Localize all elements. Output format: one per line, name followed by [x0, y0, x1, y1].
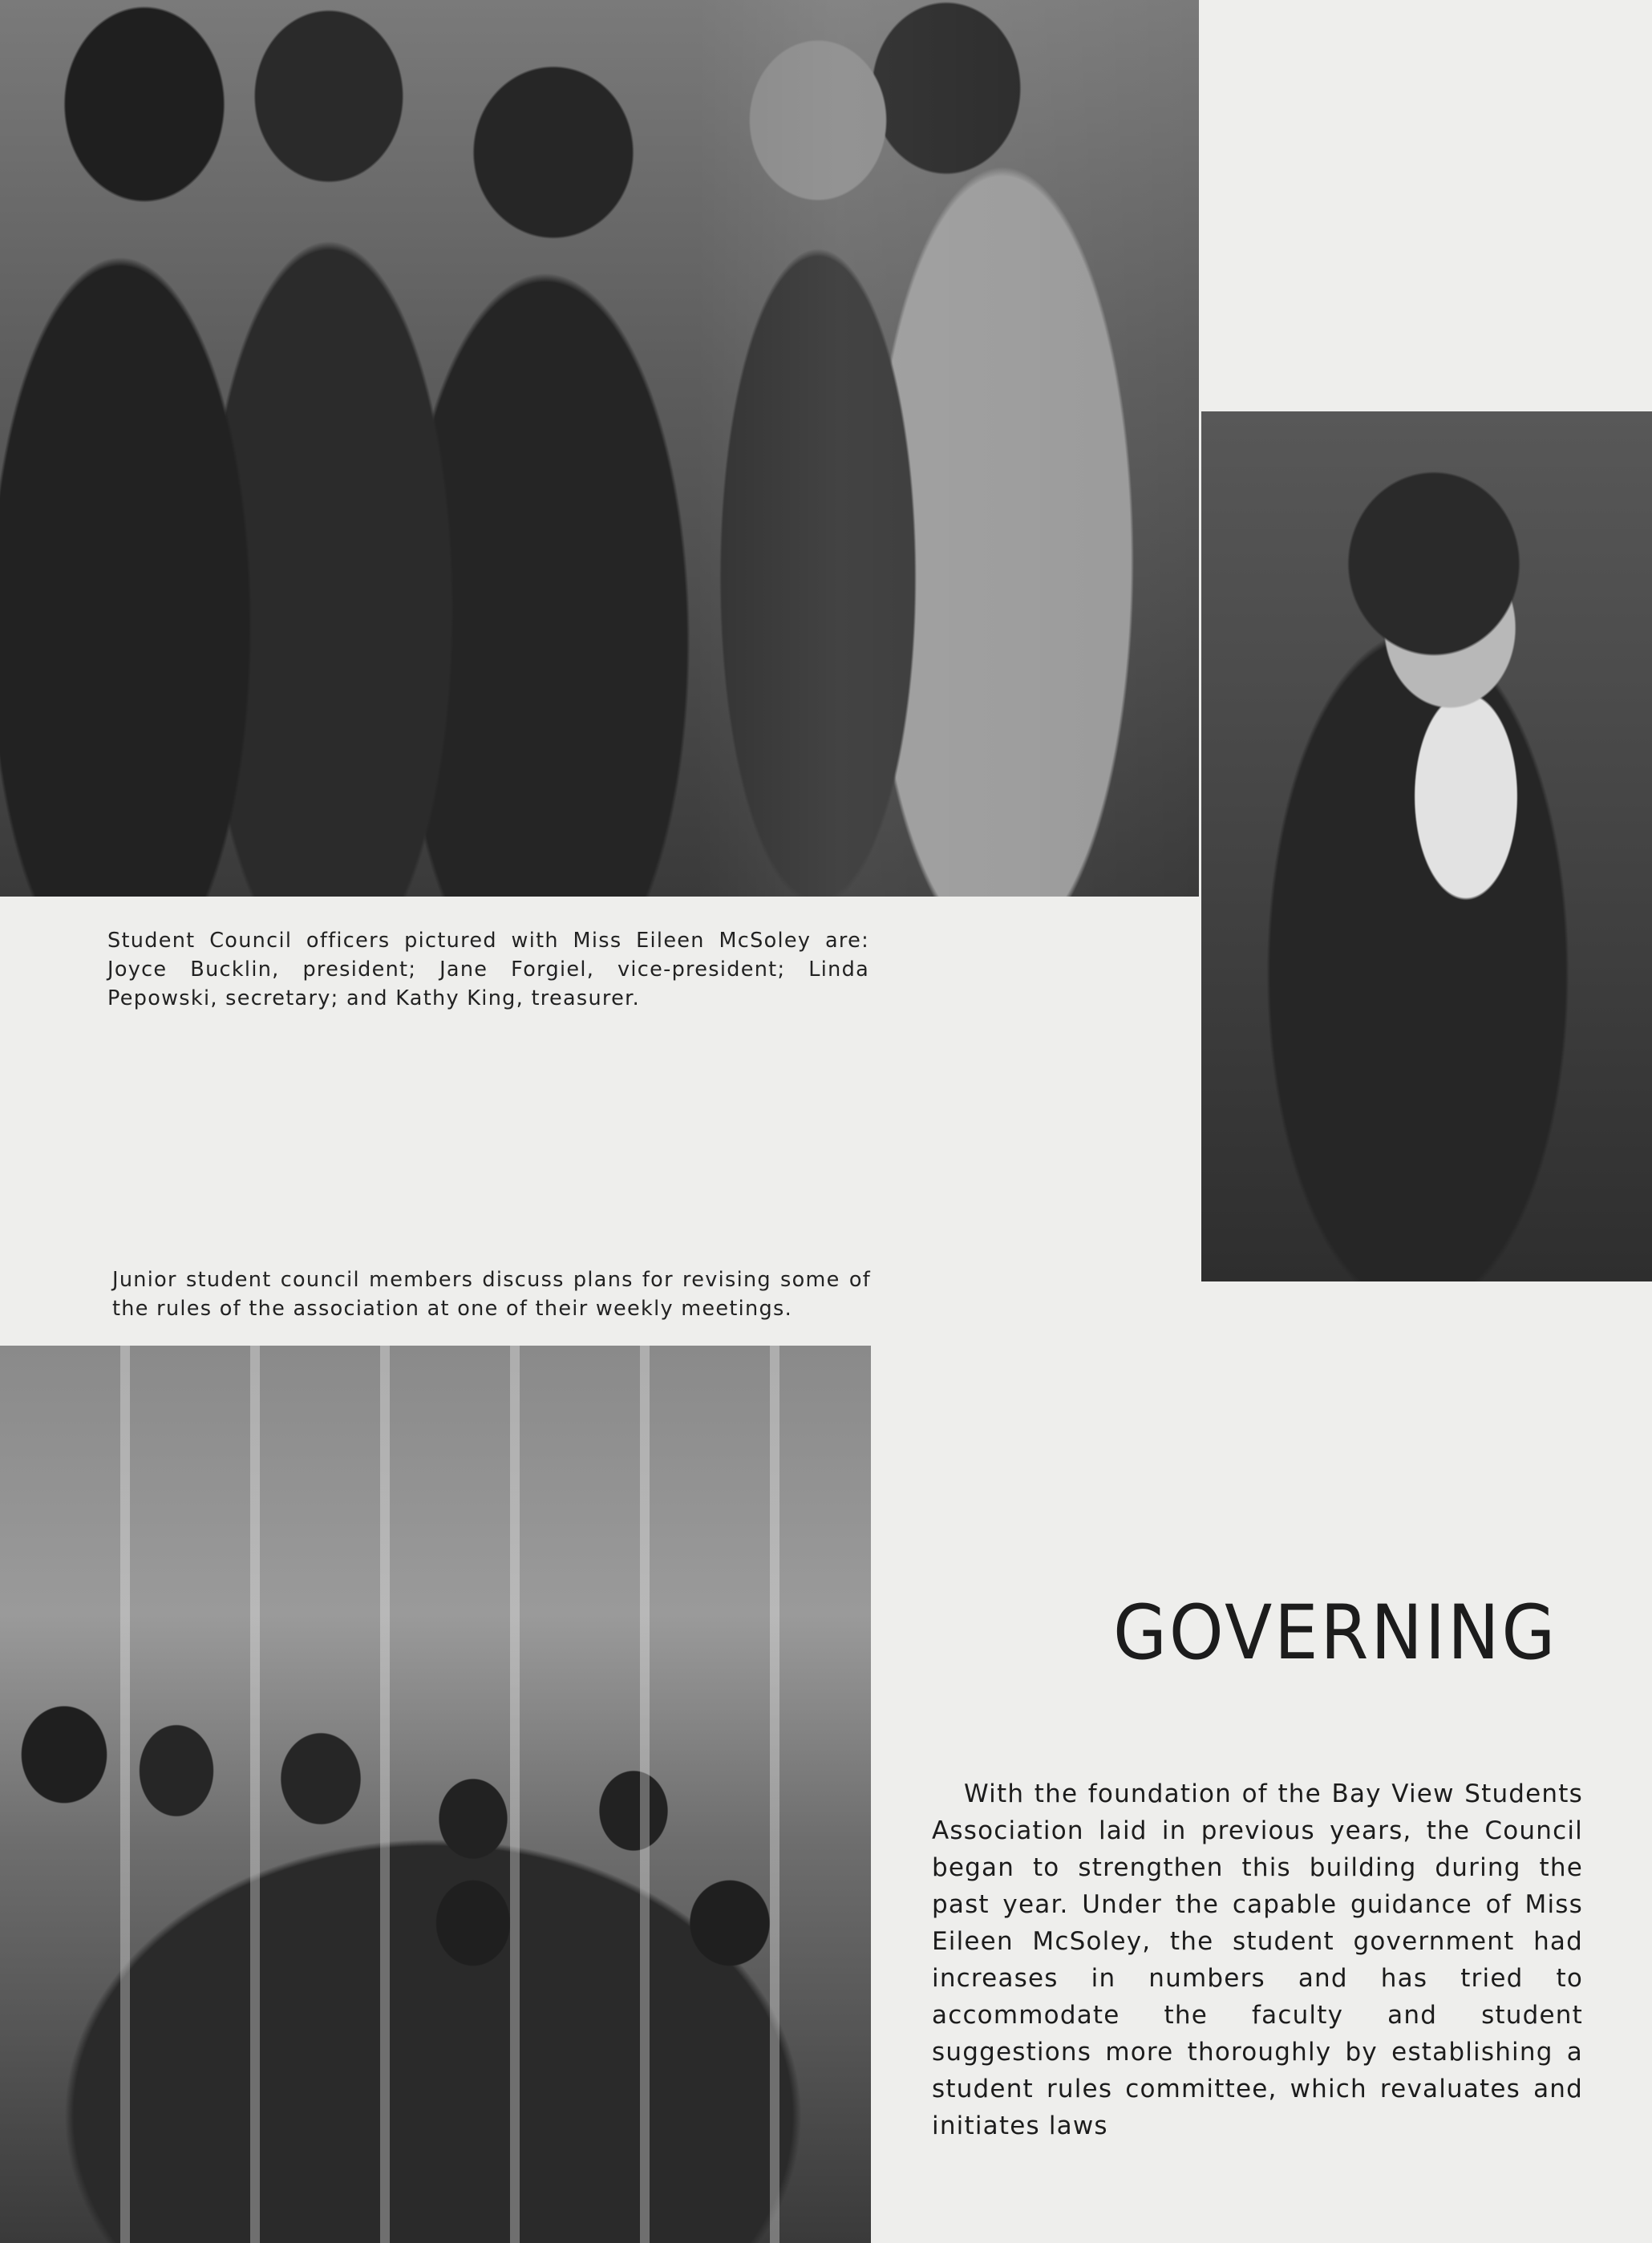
- caption-junior-council: Junior student council members discuss plans for revising some of the rules of the association at one of their weekly meetings.: [112, 1268, 871, 1321]
- page-heading: GOVERNING: [1113, 1589, 1558, 1677]
- caption-officers: Student Council officers pictured with Miss Eileen McSoley are: Joyce Bucklin, president; Jane Forgiel, vice-president; Linda Pepowski, secretary; and Kathy King, treasurer.: [107, 929, 869, 1010]
- photo-student-council-officers: [0, 0, 1199, 897]
- photo-junior-student-council: [0, 1346, 871, 2243]
- photo-student-portrait: [1201, 411, 1652, 1281]
- body-paragraph: With the foundation of the Bay View Students Association laid in previous years, the Council began to strengthen this building during the past year. Under the capable guidance of Miss Eileen McSoley, the student government had increases in numbers and has tried to accommodate the faculty and student suggestions more thoroughly by establishing a student rules committee, which revaluates and initiates laws: [932, 1779, 1583, 2140]
